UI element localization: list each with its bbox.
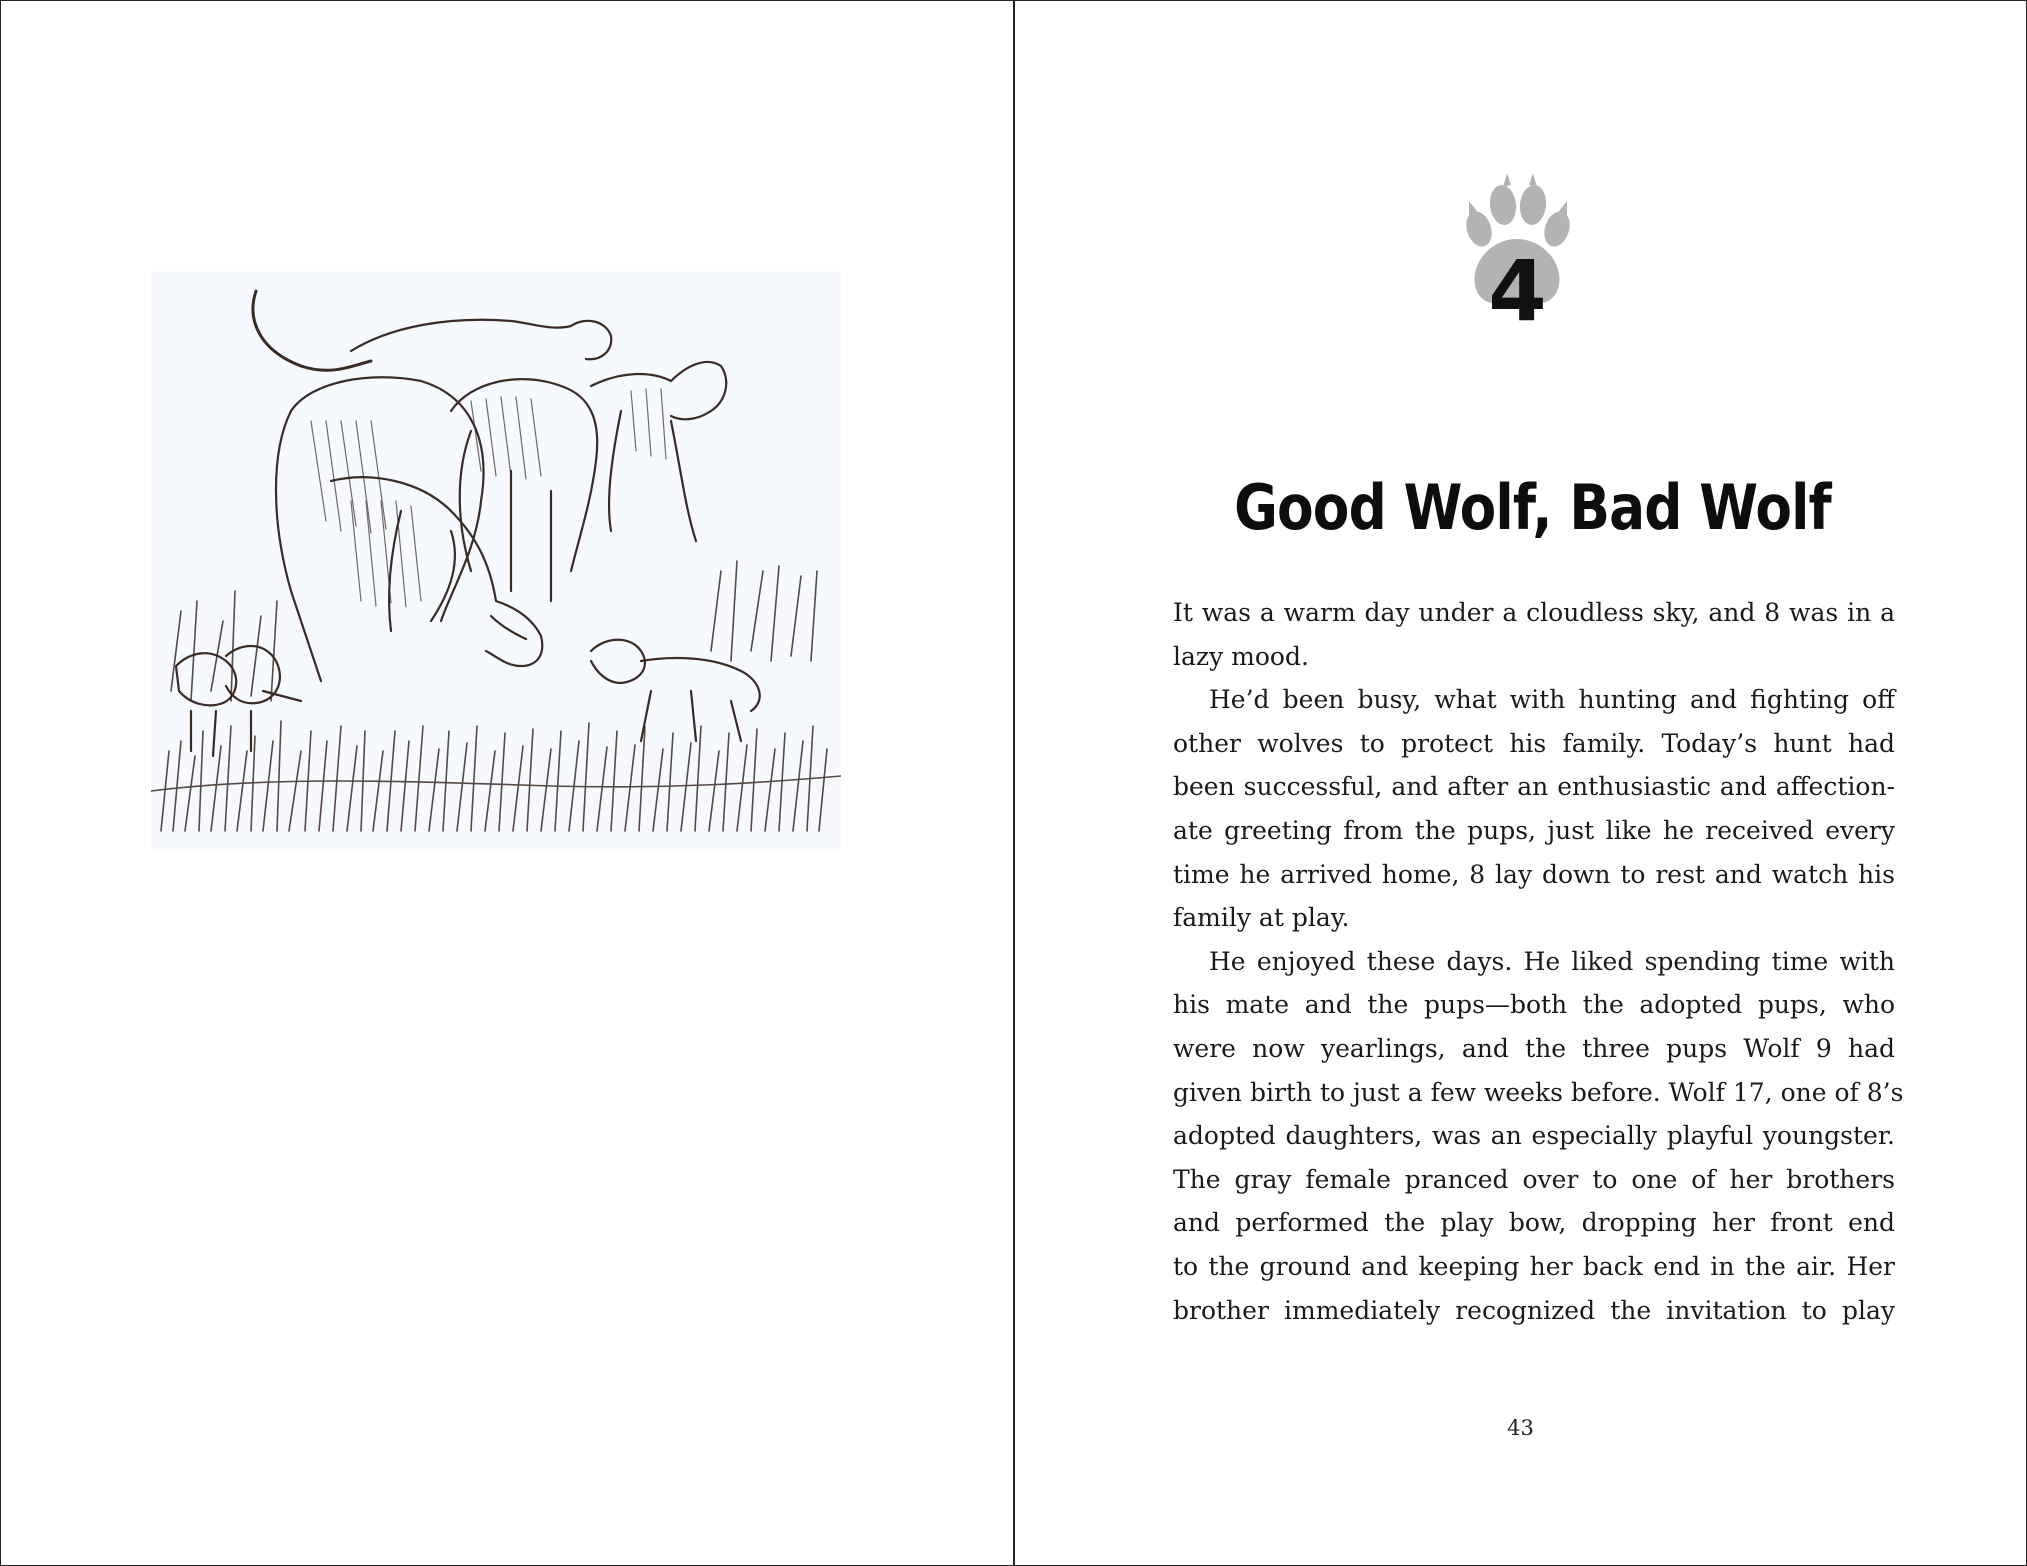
- text-line: It was a warm day under a cloudless sky, and 8 was in a: [1173, 598, 1895, 627]
- text-line: He’d been busy, what with hunting and fighting off: [1209, 685, 1895, 715]
- text-line: ate greeting from the pups, just like he received every: [1173, 815, 1895, 845]
- text-line: were now yearlings, and the three pups Wolf 9 had: [1173, 1033, 1895, 1063]
- chapter-title: Good Wolf, Bad Wolf: [1234, 471, 1831, 544]
- text-line: family at play.: [1173, 903, 1350, 933]
- text-line: time he arrived home, 8 lay down to rest and watch his: [1173, 859, 1895, 889]
- text-line: He enjoyed these days. He liked spending time with: [1209, 946, 1895, 976]
- text-line: and performed the play bow, dropping her front end: [1173, 1208, 1895, 1238]
- right-page: [1015, 1, 2026, 1565]
- text-line: The gray female pranced over to one of her brothers: [1173, 1164, 1895, 1194]
- chapter-body-text: [1173, 591, 1904, 1332]
- wolf-pack-sketch: [151, 271, 841, 851]
- page-number: 43: [1507, 1416, 1534, 1440]
- text-line: other wolves to protect his family. Today’s hunt had: [1173, 728, 1895, 758]
- text-line: been successful, and after an enthusiastic and affection-: [1173, 772, 1895, 802]
- wolf-pack-illustration: [151, 271, 841, 851]
- chapter-number: 4: [1488, 242, 1547, 340]
- text-line: brother immediately recognized the invitation to play: [1173, 1295, 1895, 1325]
- text-line: to the ground and keeping her back end in the air. Her: [1173, 1251, 1895, 1281]
- text-line: his mate and the pups—both the adopted pups, who: [1173, 990, 1895, 1020]
- text-line: adopted daughters, was an especially playful youngster.: [1173, 1121, 1895, 1151]
- text-line: given birth to just a few weeks before. Wolf 17, one of 8’s: [1173, 1077, 1904, 1107]
- left-page: [1, 1, 1013, 1565]
- text-line: lazy mood.: [1173, 641, 1309, 671]
